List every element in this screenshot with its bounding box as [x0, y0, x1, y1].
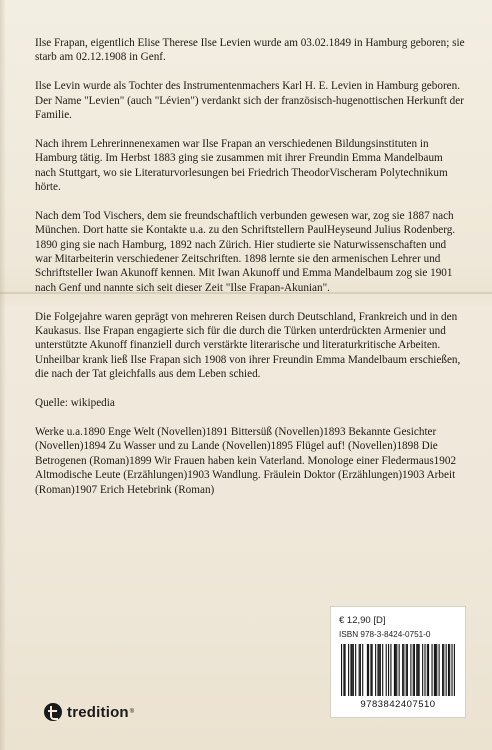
paragraph-education: Nach ihrem Lehrerinnenexamen war Ilse Frapan an verschiedenen Bildungsinstituten in Hamburg tätig. Im Herbst 1883 ging sie zusammen mit ihrer Freundin Emma Mandelbaum nach Stuttgart, wo sie Literaturvorlesungen bei Friedrich TheodorVischeram Polytechnikum hörte.: [35, 137, 448, 194]
paragraph-munich: Nach dem Tod Vischers, dem sie freundschaftlich verbunden gewesen war, zog sie 1887 nach München. Dort hatte sie Kontakte u.a. zu den Schriftstellern PaulHeyseund Julius Rodenberg. 1890 ging sie nach Hamburg, 1892 nach Zürich. Hier studierte sie Naturwissenschaften und war Mitarbeiterin verschiedener Zeitschriften. 1898 lernte sie den armenischen Lehrer und Schriftsteller Iwan Akunoff kennen. Mit Iwan Akunoff und Emma Mandelbaum zog sie 1901 nach Genf und nannte sich seit dieser Zeit "Ilse Frapan-Akunian".: [35, 209, 456, 294]
price-isbn-box: [330, 606, 466, 718]
barcode-number: 9783842407510: [360, 699, 436, 710]
barcode-icon: [341, 644, 455, 696]
paragraph-source: Quelle: wikipedia: [35, 397, 115, 410]
registered-mark: ®: [129, 709, 135, 715]
paragraph-intro: Ilse Frapan, eigentlich Elise Therese Ilse Levien wurde am 03.02.1849 in Hamburg geboren; sie starb am 02.12.1908 in Genf.: [35, 37, 465, 64]
isbn-label: ISBN 978-3-8424-0751-0: [339, 630, 431, 639]
paragraph-later-years: Die Folgejahre waren geprägt von mehreren Reisen durch Deutschland, Frankreich und in den Kaukasus. Ilse Frapan engagierte sich für die durch die Türken unterdrückten Armenier und unterstützte Akunoff finanziell durch verstärkte literarische und literaturkritische Arbeiten. Unheilbar krank ließ Ilse Frapan sich 1908 von ihrer Freundin Emma Mandelbaum erschießen, die nach der Tat gleichfalls aus dem Leben schied.: [35, 310, 461, 381]
price-label: € 12,90 [D]: [339, 615, 386, 626]
paragraph-works: Werke u.a.1890 Enge Welt (Novellen)1891 Bittersüß (Novellen)1893 Bekannte Gesichter (Novellen)1894 Zu Wasser und zu Lande (Novellen)1895 Flügel auf! (Novellen)1898 Die Betrogenen (Roman)1899 Wir Frauen haben kein Vaterland. Monologe einer Fledermaus1902 Altmodische Leute (Erzählungen)1903 Wandlung. Fräulein Doktor (Erzählungen)1903 Arbeit (Roman)1907 Erich Hetebrink (Roman): [35, 425, 457, 496]
paragraph-origin: Ilse Levin wurde als Tochter des Instrumentenmachers Karl H. E. Levien in Hamburg geboren. Der Name "Levien" (auch "Lévien") verdankt sich der französisch-hugenottischen Herkunft der Familie.: [35, 80, 464, 122]
publisher-name: tredition: [67, 703, 129, 721]
publisher-logo: [44, 702, 134, 722]
spine-shadow: [0, 0, 6, 750]
tredition-logo-icon: [44, 703, 62, 721]
biography-text: [35, 36, 465, 511]
